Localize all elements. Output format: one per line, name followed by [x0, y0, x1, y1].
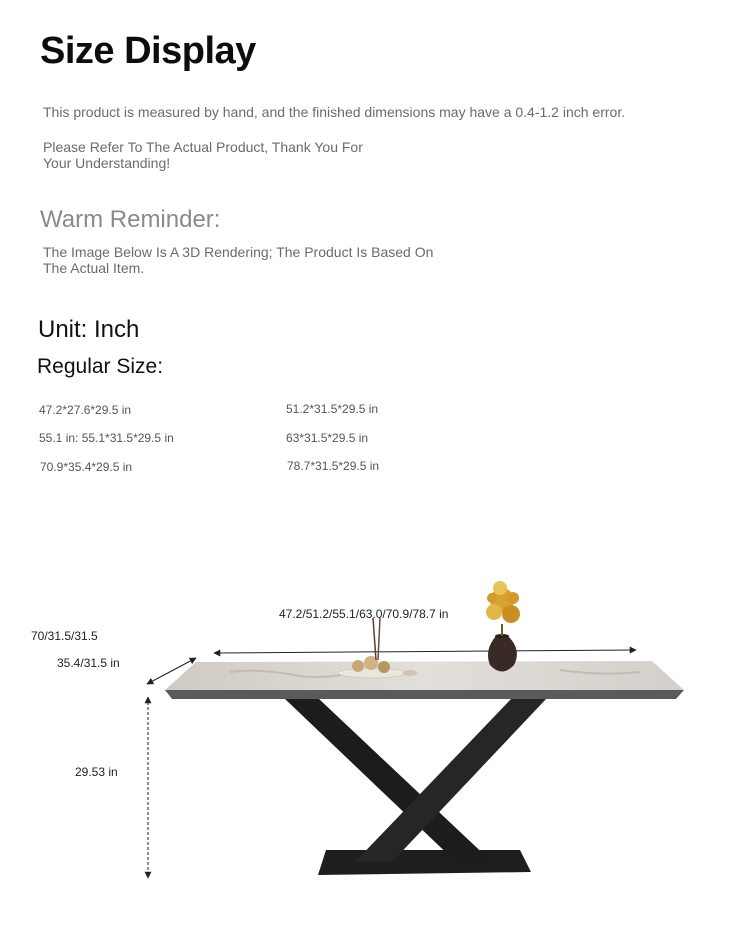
size-item: 63*31.5*29.5 in: [286, 431, 369, 445]
length-dimension-line: [214, 650, 636, 653]
size-item: 78.7*31.5*29.5 in: [287, 459, 380, 473]
width-label-top: 70/31.5/31.5: [31, 629, 98, 643]
length-label: 47.2/51.2/55.1/63.0/70.9/78.7 in: [279, 607, 449, 621]
size-item: 70.9*35.4*29.5 in: [40, 460, 133, 474]
size-item: 51.2*31.5*29.5 in: [286, 402, 379, 416]
height-label: 29.53 in: [75, 765, 118, 779]
table-base-plate: [318, 850, 531, 875]
table-top: [165, 661, 684, 690]
regular-size-title: Regular Size:: [37, 355, 164, 378]
width-label: 35.4/31.5 in: [57, 656, 120, 670]
refer-note: Please Refer To The Actual Product, Thank You For Your Understanding!: [43, 139, 363, 171]
reminder-title: Warm Reminder:: [40, 206, 221, 233]
measurement-note: This product is measured by hand, and the finished dimensions may have a 0.4-1.2 inch error.: [43, 104, 626, 120]
unit-label: Unit: Inch: [38, 316, 140, 343]
size-item: 47.2*27.6*29.5 in: [39, 403, 132, 417]
size-item: 55.1 in: 55.1*31.5*29.5 in: [39, 431, 174, 445]
table-top-edge: [165, 690, 684, 699]
page-title: Size Display: [40, 30, 256, 72]
reminder-text: The Image Below Is A 3D Rendering; The Product Is Based On The Actual Item.: [43, 244, 434, 276]
vase: [488, 636, 517, 672]
